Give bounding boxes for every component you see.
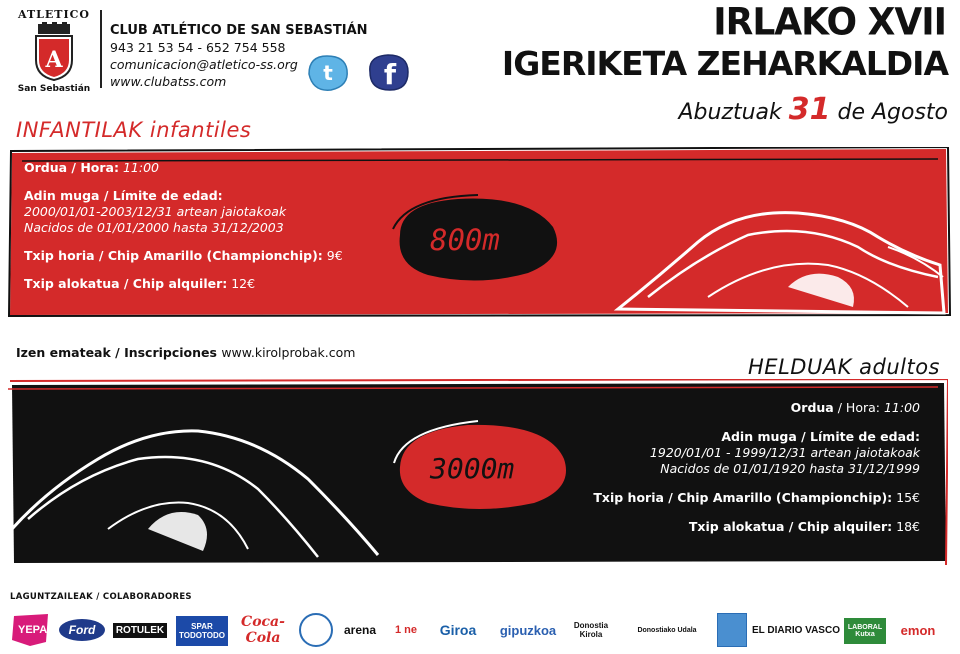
registration-url[interactable]: www.kirolprobak.com bbox=[221, 345, 356, 360]
adultos-distance: 3000m bbox=[430, 452, 515, 485]
inf-chip-yellow: Txip horia / Chip Amarillo (Championchip): 9€ bbox=[24, 248, 343, 263]
sponsor-cocacola: Coca-Cola bbox=[241, 614, 285, 646]
sponsor-yepa: YEPA! bbox=[8, 612, 52, 648]
sponsor-1ne: 1 ne bbox=[394, 624, 417, 636]
sponsor-gipuzkoa: gipuzkoa bbox=[499, 622, 557, 638]
twitter-icon[interactable] bbox=[303, 50, 353, 94]
sponsor-rotulek: ROTULEK bbox=[110, 612, 170, 648]
header-divider bbox=[100, 10, 102, 88]
adultos-info bbox=[593, 400, 920, 548]
infantiles-title: INFANTILAK infantiles bbox=[16, 118, 252, 142]
adultos-title: HELDUAK adultos bbox=[748, 355, 940, 379]
date-suffix: de Agosto bbox=[837, 100, 948, 125]
shield-icon bbox=[32, 22, 76, 82]
sponsor-spar: SPAR TODOTODO bbox=[176, 616, 228, 646]
logo-top-text: ATLETICO bbox=[18, 8, 90, 21]
inf-age: Adin muga / Límite de edad: 2000/01/01-2003/12/31 artean jaiotakoak Nacidos de 01/01/2000 hasta 31/12/2003 bbox=[24, 188, 287, 235]
registration-label: Izen emateak / Inscripciones bbox=[16, 345, 217, 360]
facebook-icon[interactable] bbox=[364, 50, 414, 94]
sponsor-arena: arena bbox=[343, 623, 377, 637]
adu-chip-rent: Txip alokatua / Chip alquiler: 18€ bbox=[688, 519, 920, 534]
website-link[interactable]: www.clubatss.com bbox=[110, 74, 227, 89]
logo-letter: A bbox=[45, 47, 63, 73]
infantiles-distance: 800m bbox=[430, 223, 500, 257]
event-title-line2: IGERIKETA ZEHARKALDIA bbox=[501, 44, 948, 83]
svg-text:t: t bbox=[323, 61, 333, 85]
event-title-line1: IRLAKO XVII bbox=[713, 0, 946, 45]
club-logo bbox=[14, 8, 94, 94]
inf-hour: Ordua / Hora: 11:00 bbox=[24, 160, 160, 175]
inf-chip-rent: Txip alokatua / Chip alquiler: 12€ bbox=[24, 276, 256, 291]
sponsors-label: LAGUNTZAILEAK / COLABORADORES bbox=[10, 592, 192, 602]
sponsor-round-logo bbox=[298, 612, 334, 648]
svg-text:f: f bbox=[383, 58, 397, 91]
adu-age: Adin muga / Límite de edad: 1920/01/01 - 1999/12/31 artean jaiotakoak Nacidos de 01/01/1920 hasta 31/12/1999 bbox=[649, 429, 920, 476]
sponsor-laboral-kutxa: LABORAL Kutxa bbox=[844, 618, 886, 644]
club-name: CLUB ATLÉTICO DE SAN SEBASTIÁN bbox=[110, 23, 368, 38]
phone-numbers: 943 21 53 54 - 652 754 558 bbox=[110, 40, 286, 55]
date-prefix: Abuztuak bbox=[678, 100, 782, 125]
date-day: 31 bbox=[788, 92, 831, 127]
sponsor-ford: Ford bbox=[58, 612, 106, 648]
sponsor-badge bbox=[716, 612, 748, 648]
logo-bottom-text: San Sebastián bbox=[17, 84, 91, 94]
sponsor-donostia-kirola: Donostia Kirola bbox=[573, 621, 609, 639]
sponsor-emon: emon bbox=[900, 622, 936, 638]
infantiles-info bbox=[24, 160, 343, 304]
sponsor-donostia-udala: Donostiako Udala bbox=[637, 626, 697, 634]
registration-line bbox=[16, 345, 355, 360]
adu-hour: Ordua / Hora: 11:00 bbox=[790, 400, 920, 415]
event-date bbox=[678, 92, 948, 127]
sponsor-giroa: Giroa bbox=[439, 622, 477, 638]
email-link[interactable]: comunicacion@atletico-ss.org bbox=[110, 57, 298, 72]
adu-chip-yellow: Txip horia / Chip Amarillo (Championchip): 15€ bbox=[593, 490, 920, 505]
sponsor-diario-vasco: EL DIARIO VASCO bbox=[752, 624, 840, 636]
